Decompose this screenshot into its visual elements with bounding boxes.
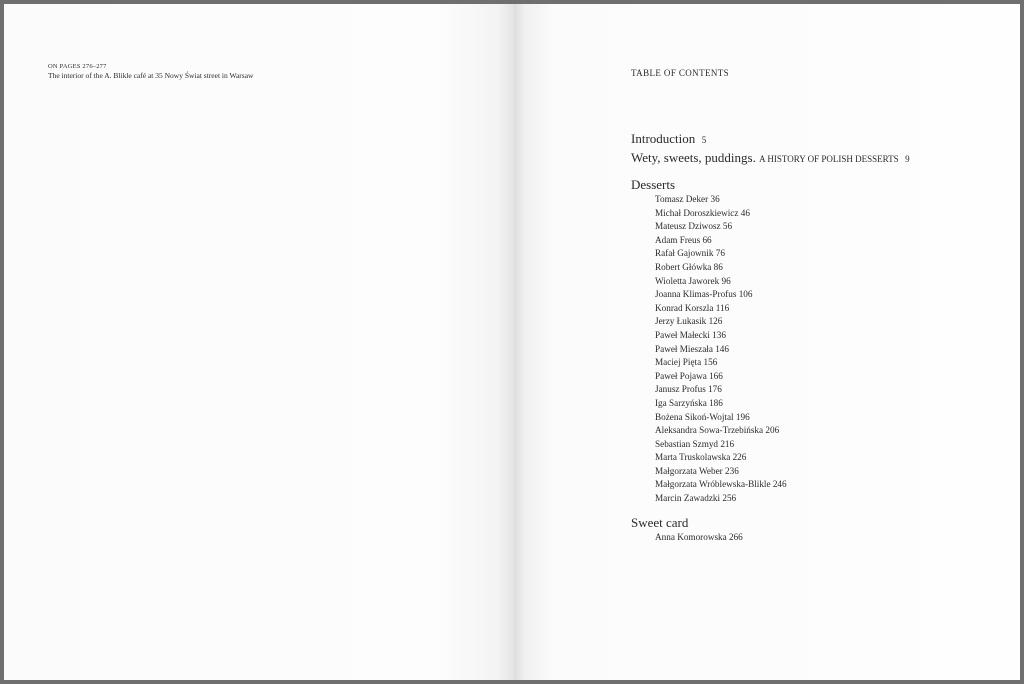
toc-entry: Tomasz Deker 36 — [655, 194, 720, 204]
toc-entry: Bożena Sikoń-Wojtal 196 — [655, 411, 750, 422]
toc-entry: Konrad Korszla 116 — [655, 302, 730, 313]
photo-caption — [48, 62, 253, 81]
table-of-contents — [631, 130, 1011, 544]
toc-entry: Janusz Profus 176 — [655, 384, 722, 395]
toc-entry: Anna Komorowska 266 — [655, 531, 743, 542]
toc-entry-introduction — [631, 130, 1011, 149]
toc-entry: Paweł Małecki 136 — [655, 329, 726, 340]
toc-entry: Robert Główka 86 — [655, 261, 723, 272]
toc-entry: Marta Truskolawska 226 — [655, 452, 747, 463]
left-page — [4, 4, 514, 680]
toc-entry: Adam Freus 66 — [655, 234, 712, 245]
toc-entry: Iga Sarzyńska 186 — [655, 397, 723, 408]
caption-overline: ON PAGES 276–277 — [48, 63, 107, 70]
toc-entry: Mateusz Dziwosz 56 — [655, 221, 733, 232]
toc-entry: Michał Doroszkiewicz 46 — [655, 207, 750, 218]
toc-entry: Małgorzata Weber 236 — [655, 465, 739, 476]
toc-entry: Jerzy Łukasik 126 — [655, 316, 723, 327]
toc-entry: Maciej Pięta 156 — [655, 357, 718, 368]
toc-entry-subtitle: A HISTORY OF POLISH DESSERTS — [759, 154, 899, 164]
toc-entry: Joanna Klimas-Profus 106 — [655, 289, 753, 300]
toc-entry-page: 5 — [701, 135, 707, 145]
right-page — [514, 4, 1020, 680]
toc-heading: TABLE OF CONTENTS — [631, 68, 730, 78]
caption-text: The interior of the A. Blikle café at 35 Nowy Świat street in Warsaw — [48, 71, 254, 80]
toc-entry: Małgorzata Wróblewska-Blikle 246 — [655, 479, 787, 490]
toc-entry: Sebastian Szmyd 216 — [655, 438, 735, 449]
toc-entry: Paweł Pojawa 166 — [655, 370, 723, 381]
toc-entry-history — [631, 149, 1011, 168]
toc-entry: Aleksandra Sowa-Trzebińska 206 — [655, 425, 780, 436]
toc-entry: Rafał Gajownik 76 — [655, 248, 725, 259]
toc-entry-title: Introduction — [631, 131, 696, 146]
toc-entry: Wioletta Jaworek 96 — [655, 275, 731, 286]
toc-section-entries — [631, 531, 1011, 545]
toc-entry: Marcin Zawadzki 256 — [655, 493, 737, 504]
toc-section-entries — [631, 193, 1011, 506]
book-spread — [4, 4, 1020, 680]
toc-entry-title: Wety, sweets, puddings. — [631, 150, 756, 165]
toc-entry-page: 9 — [905, 154, 910, 164]
toc-section-title: Desserts — [631, 177, 676, 192]
toc-section-title: Sweet card — [631, 514, 689, 530]
toc-entry: Paweł Mieszała 146 — [655, 343, 729, 354]
